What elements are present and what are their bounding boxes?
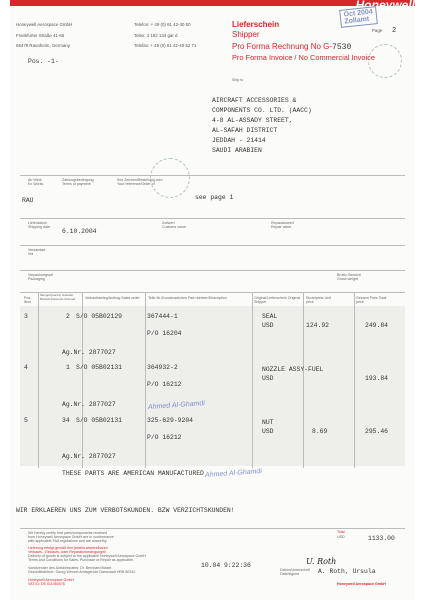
terms-en-1: Delivery of goods is subject to the applicable Honeywell Aerospace GmbH (28, 554, 146, 558)
item-desc: NUT (262, 419, 274, 426)
disclaimer-1: We hereby certify that parts/components received (28, 531, 108, 535)
print-timestamp: 10.04 9:22:36 (201, 562, 251, 569)
title-lieferschein: Lieferschein (232, 20, 280, 29)
company-name: Honeywell Aerospace GmbH (16, 22, 73, 27)
signature: U. Roth (306, 557, 337, 566)
total-currency: USD (337, 535, 345, 539)
registration-2: VAT ID: DE 811060576 (28, 582, 65, 586)
reparatur-sub: Repair value (271, 225, 292, 229)
signed-label: Datum/Unterschrift (280, 568, 310, 572)
ab-werk-value: RAU (22, 197, 34, 204)
american-note: THESE PARTS ARE AMERICAN MANUFACTURED (62, 470, 204, 477)
management-2: Geschäftsführer: Georg Wenzel Amtsgericht Darmstadt HRB 80343 (28, 570, 136, 574)
company-fax: Telefax: + 49 (0) 61 42-40 52 71 (134, 43, 197, 48)
col-divider (145, 292, 146, 468)
divider (20, 245, 405, 246)
item-po: P/O 16212 (147, 381, 182, 388)
item-currency: USD (262, 322, 274, 329)
title-pro-forma-de: Pro Forma Rechnung No G-7530 (232, 42, 352, 52)
ihre-sub: Your reference/Order of (117, 182, 155, 186)
date-stamp: Oct 2004 Zollamt (339, 6, 378, 28)
col-divider (354, 292, 355, 468)
col-divider (252, 292, 253, 468)
page-label: Page (372, 28, 383, 33)
col-einzel-header: Einzelpreis Unit price (306, 296, 331, 305)
zahlung-label: Zahlungsbedingung (62, 178, 94, 182)
item-pos: 5 (24, 417, 28, 424)
col-pos-header: Pos. Item (24, 296, 32, 305)
registration-1: Honeywell Aerospace GmbH (28, 578, 74, 582)
total-value: 1133.00 (368, 535, 395, 542)
zahlung-sub: Terms of payment (62, 182, 91, 186)
ship-to-line-4: AL-SAFAH DISTRICT (212, 127, 278, 134)
item-qty: 34 (62, 417, 70, 424)
table-body (20, 306, 405, 466)
item-po: P/O 16212 (147, 434, 182, 441)
ab-werk-sub: Ex Works (28, 182, 44, 186)
col-divider (38, 292, 39, 468)
versandart-label: Versandart (28, 248, 46, 252)
item-unit-price: 8.69 (312, 428, 328, 435)
item-total-price: 249.84 (365, 322, 389, 329)
pro-forma-number: 7530 (332, 43, 352, 52)
lieferdatum-value: 6.10.2004 (62, 228, 97, 235)
verpackung-label: Verpackungsart (28, 273, 53, 277)
title-pro-forma-en: Pro Forma Invoice / No Commercial Invoice (232, 53, 375, 62)
item-ag: Ag.Nr. 2877027 (62, 349, 116, 356)
terms-de-1: Lieferung erfolgt gemäß den jeweils anwendbaren (28, 546, 108, 550)
customs-seal (368, 44, 402, 78)
item-desc: SEAL (262, 313, 278, 320)
disclaimer-3: with applicable FAA regulations and are airworthy. (28, 539, 108, 543)
item-order: S/O 05B02131 (76, 417, 123, 424)
ship-to-line-2: COMPONENTS CO. LTD. (AACC) (212, 107, 312, 114)
divider (20, 218, 405, 219)
terms-de-2: Verkaufs-, Einkaufs- oder Reparaturbedingungen (28, 550, 107, 554)
title-shipper: Shipper (232, 30, 260, 39)
divider (20, 270, 405, 271)
brand-logo: Honeywell (355, 0, 415, 12)
company-street: Frankfurter Straße 41-65 (16, 33, 65, 38)
ship-to-line-5: JEDDAH - 21414 (212, 137, 266, 144)
reparatur-label: Reparaturwert (271, 221, 294, 225)
divider (20, 175, 405, 176)
item-qty: 2 (66, 313, 70, 320)
item-currency: USD (262, 428, 274, 435)
versandart-sub: Via (28, 252, 34, 256)
disclaimer-2: from Honeywell Aerospace GmbH are in conformance (28, 535, 114, 539)
item-ag: Ag.Nr. 2877027 (62, 453, 116, 460)
col-teil-header: Teile-Nr./Kundenzeichen Part number/Description (148, 296, 227, 300)
brutto-label: Brutto Gewicht (337, 273, 361, 277)
ship-to-line-6: SAUDI ARABIEN (212, 147, 262, 154)
lieferdatum-sub: Shipping date (28, 225, 50, 229)
item-order: S/O 05B02129 (76, 313, 123, 320)
item-part: 364932-2 (147, 364, 178, 371)
handwritten-name: Ahmed Al-Ghamdi (204, 468, 263, 479)
ship-to-label: Ship to (232, 78, 244, 82)
item-unit-price: 124.92 (306, 322, 330, 329)
item-qty: 1 (66, 364, 70, 371)
zollwert-label: Zollwert (162, 221, 175, 225)
item-total-price: 295.46 (365, 428, 389, 435)
terms-en-2: Terms and Conditions for Sales, Purchase or Repair as applicable. (28, 558, 134, 562)
ship-to-line-3: 4-8 AL-ASSADY STREET, (212, 117, 293, 124)
ab-werk-label: Ab Werk (28, 178, 42, 182)
lieferdatum-label: Lieferdatum (28, 221, 47, 225)
footer-brand: Honeywell Aerospace GmbH (337, 582, 386, 586)
col-original-header: Original Lieferschein Original Shipper (254, 296, 301, 305)
item-ag: Ag.Nr. 2877027 (62, 401, 116, 408)
item-order: S/O 05B02131 (76, 364, 123, 371)
divider (20, 292, 405, 293)
company-phone: Telefon: + 49 (0) 61 42-40 50 (134, 22, 191, 27)
verpackung-sub: Packaging (28, 277, 45, 281)
brutto-sub: Gross weight (337, 277, 358, 281)
verbot-note: WIR ERKLAEREN UNS ZUM VERBOTSKUNDEN. BZW VERZICHTSKUNDEN! (16, 507, 235, 514)
col-menge-header: Menge/Quantity Geliefert Bestellt Delivered Ordered (40, 293, 76, 301)
company-city: 65479 Raunheim, Germany (16, 43, 70, 48)
item-currency: USD (262, 375, 274, 382)
item-po: P/O 16204 (147, 330, 182, 337)
col-divider (303, 292, 304, 468)
signer-name: A. Roth, Ursula (318, 568, 376, 575)
signed-sub: Date/signed (280, 572, 300, 576)
total-label: Total (337, 530, 345, 534)
divider (20, 528, 405, 529)
ihre-label: Ihre Zeichen/Bestellung vom (117, 178, 163, 182)
handwritten-name: Ahmed Al-Ghamdi (147, 400, 206, 411)
page-number: 2 (392, 27, 397, 35)
zollwert-sub: Customs value (162, 225, 186, 229)
management-1: Vorsitzender des Aufsichtsrates: Dr. Bernhard Mazet (28, 566, 112, 570)
item-pos: 4 (24, 364, 28, 371)
brand-bar (10, 0, 415, 6)
col-verkauf-header: Verkaufsbeleg/Auftrag Sales order (85, 296, 140, 300)
item-part: 367444-1 (147, 313, 178, 320)
pos-marker: Pos. -1- (28, 58, 59, 65)
item-total-price: 193.84 (365, 375, 389, 382)
item-part: 325-629-9204 (147, 417, 194, 424)
item-desc: NOZZLE ASSY-FUEL (262, 366, 324, 373)
ship-to-line-1: AIRCRAFT ACCESSORIES & (212, 97, 297, 104)
ihre-value: see page 1 (195, 194, 234, 201)
company-telex: Telex: 4 182 134 gar d (134, 33, 178, 38)
col-gesamt-header: Gesamt Preis Total price (356, 296, 387, 305)
item-pos: 3 (24, 313, 28, 320)
